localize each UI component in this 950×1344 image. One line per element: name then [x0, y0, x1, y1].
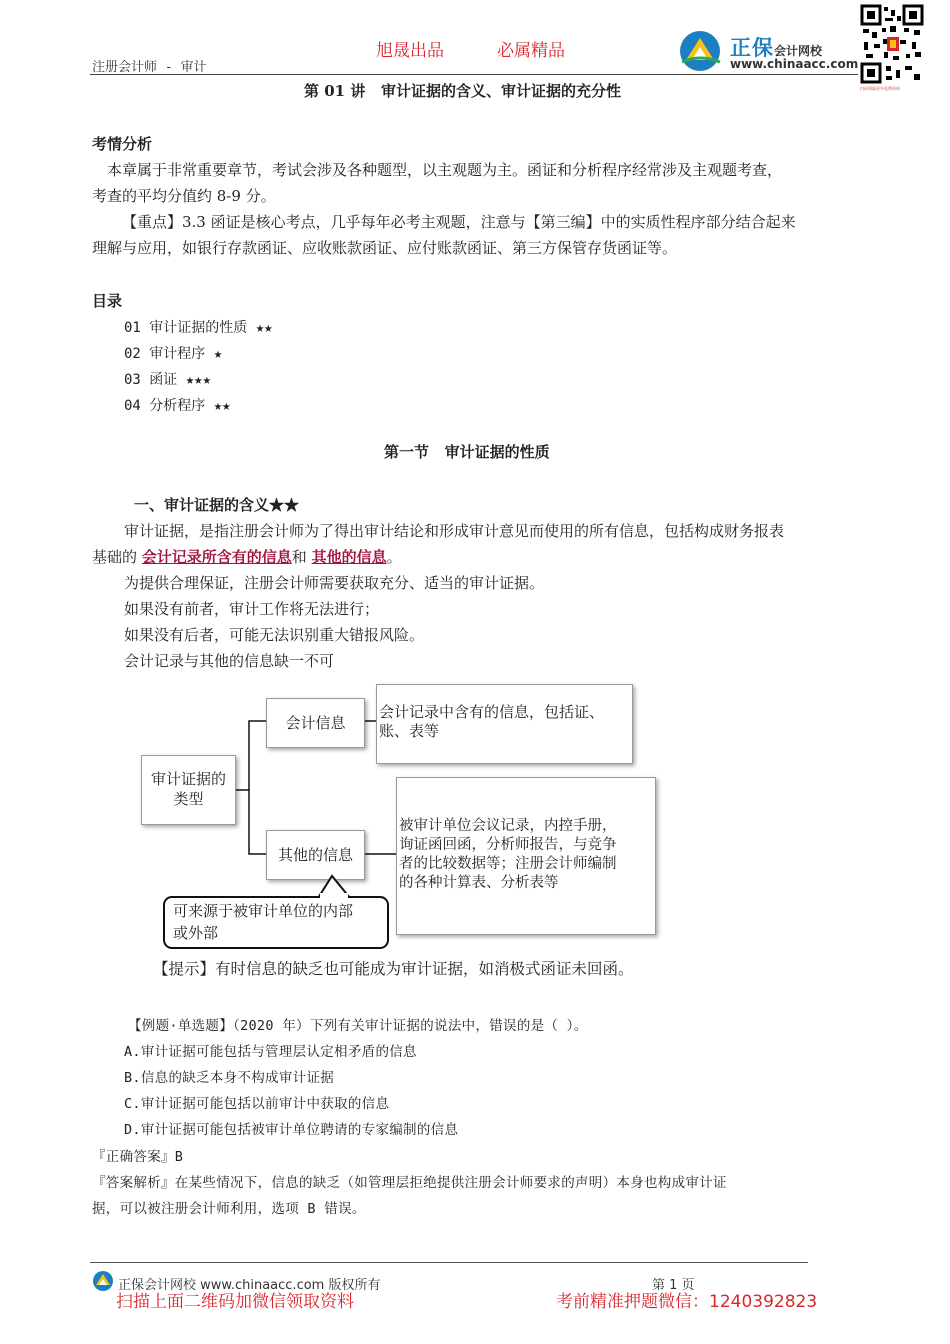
body-line4: 如果没有前者，审计工作将无法进行； [124, 600, 380, 618]
diagram-root-line1: 审计证据的 [150, 770, 226, 788]
toc-item-stars: ★★ [255, 320, 273, 336]
diagram-branch1-label: 会计信息 [285, 714, 346, 732]
diagram-branch1-desc-line1: 会计记录中含有的信息，包括证、 [379, 703, 605, 721]
page-title: 第 01 讲 审计证据的含义、审计证据的充分性 [304, 82, 621, 100]
toc-item-stars: ★★★ [185, 372, 212, 388]
footer-page-number: 第 1 页 [652, 1278, 695, 1293]
qr-caption: 扫码领取更多免费资料 [860, 86, 900, 91]
body-line6: 会计记录与其他的信息缺一不可 [124, 652, 335, 670]
diagram-other-info-box [266, 830, 365, 880]
footer-promo-left: 扫描上面二维码加微信领取资料 [116, 1292, 354, 1312]
tip-text: 【提示】有时信息的缺乏也可能成为审计证据，如消极式函证未回函。 [153, 960, 634, 978]
footer-rule [90, 1262, 808, 1263]
section-heading: 第一节 审计证据的性质 [384, 443, 550, 461]
option-d[interactable]: D.审计证据可能包括被审计单位聘请的专家编制的信息 [124, 1122, 459, 1138]
highlight-accounting-records: 会计记录所含有的信息 [141, 548, 292, 566]
toc-item-label: 01 审计证据的性质 [124, 320, 248, 336]
callout-source [163, 896, 389, 949]
diagram-branch1-desc-line2: 账、表等 [379, 722, 440, 740]
question-stem: 【例题·单选题】（2020 年）下列有关审计证据的说法中，错误的是（ ）。 [128, 1018, 588, 1034]
diagram-accounting-info-box [266, 698, 365, 748]
header-subject: 注册会计师 - 审计 [92, 60, 207, 75]
correct-answer: 『正确答案』B [92, 1149, 184, 1165]
analysis-heading: 考情分析 [92, 135, 153, 153]
diagram-root-line2: 类型 [173, 790, 204, 808]
callout-pointer-mask [318, 893, 350, 899]
analysis-para1-line2: 考查的平均分值约 8-9 分。 [92, 187, 276, 205]
callout-line1: 可来源于被审计单位的内部 [173, 902, 354, 920]
option-c[interactable]: C.审计证据可能包括以前审计中获取的信息 [124, 1096, 390, 1112]
analysis-para2-line2: 理解与应用，如银行存款函证、应收账款函证、应付账款函证、第三方保管存货函证等。 [92, 239, 678, 257]
option-b[interactable]: B.信息的缺乏本身不构成审计证据 [124, 1070, 335, 1086]
diagram-branch2-desc-line4: 的各种计算表、分析表等 [399, 875, 559, 891]
slogan-left: 旭晟出品 [376, 41, 444, 61]
option-a[interactable]: A.审计证据可能包括与管理层认定相矛盾的信息 [124, 1044, 417, 1060]
toc-item-stars: ★ [213, 346, 223, 362]
footer-logo-icon [92, 1270, 114, 1292]
toc-item-label: 02 审计程序 [124, 346, 206, 362]
analysis-para1-line1: 本章属于非常重要章节，考试会涉及各种题型，以主观题为主。函证和分析程序经常涉及主观题考查， [107, 161, 783, 179]
analysis-para2-line1: 【重点】3.3 函证是核心考点，几乎每年必考主观题，注意与【第三编】中的实质性程序部分结合起来 [122, 213, 796, 231]
toc-item-stars: ★★ [213, 398, 231, 414]
body-line3: 为提供合理保证，注册会计师需要获取充分、适当的审计证据。 [124, 574, 545, 592]
slogan-right: 必属精品 [497, 41, 565, 61]
body-line5: 如果没有后者，可能无法识别重大错报风险。 [124, 626, 425, 644]
toc-heading: 目录 [92, 292, 123, 310]
definition-and: 和 [291, 548, 312, 566]
diagram-branch2-desc-line3: 者的比较数据等；注册会计师编制 [399, 856, 617, 872]
answer-analysis-line2: 据，可以被注册会计师利用，选项 B 错误。 [92, 1201, 366, 1217]
diagram-branch2-desc-line2: 询证函回函，分析师报告，与竞争 [399, 837, 617, 853]
toc-item-label: 03 函证 [124, 372, 178, 388]
logo-url: www.chinaacc.com [730, 57, 859, 71]
definition-line1: 审计证据，是指注册会计师为了得出审计结论和形成审计意见而使用的所有信息，包括构成财务报表 [124, 522, 785, 540]
answer-analysis-line1: 『答案解析』在某些情况下，信息的缺乏（如管理层拒绝提供注册会计师要求的声明）本身也构成审计证 [92, 1175, 727, 1191]
definition-prefix: 基础的 [92, 548, 142, 566]
footer-promo-right: 考前精准押题微信：1240392823 [556, 1292, 818, 1312]
sub-heading: 一、审计证据的含义★★ [134, 496, 300, 514]
callout-line2: 或外部 [173, 924, 219, 942]
toc-item-label: 04 分析程序 [124, 398, 206, 414]
definition-end: 。 [386, 548, 402, 566]
highlight-other-info: 其他的信息 [311, 548, 387, 566]
footer-copyright: 正保会计网校 www.chinaacc.com 版权所有 [118, 1278, 381, 1293]
diagram-other-desc-box [396, 777, 656, 935]
diagram-root-box [141, 755, 236, 825]
diagram-accounting-desc-box [376, 684, 633, 764]
logo-name-2: 会计网校 [774, 44, 823, 58]
logo-name: 正保 [730, 36, 774, 60]
diagram-branch2-desc-line1: 被审计单位会议记录，内控手册， [399, 818, 617, 834]
diagram-branch2-label: 其他的信息 [277, 846, 353, 864]
